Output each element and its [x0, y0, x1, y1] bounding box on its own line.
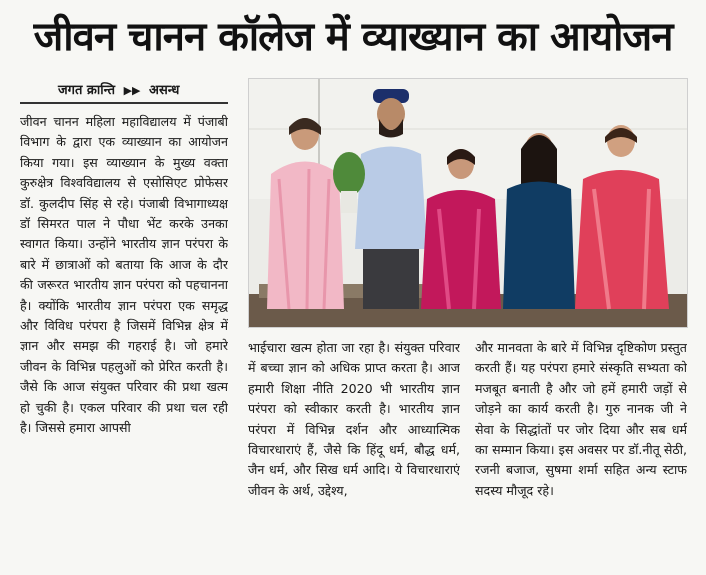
byline-separator: ▶▶: [123, 84, 141, 97]
headline: जीवन चानन कॉलेज में व्याख्यान का आयोजन: [33, 14, 673, 60]
article-column-3: और मानवता के बारे में विभिन्न दृष्टिकोण प्रस्तुत करती हैं। यह परंपरा हमारे संस्कृति सभ्यता को मजबूत बनाती है और जो हमें हमारी जड़ों से जोड़ने का कार्य करती है। गुरु नानक जी ने सेवा के सिद्धांतों पर जोर दिया और सब धर्म का सम्मान किया। इस अवसर पर डॉ.नीतू सेठी, रजनी बजाज, सुषमा शर्मा सहित अन्य स्टाफ सदस्य मौजूद रहे।: [475, 340, 687, 498]
byline: [20, 78, 228, 104]
news-photo: [248, 78, 688, 328]
byline-place: असन्ध: [149, 83, 180, 98]
article-column-2: भाईचारा खत्म होता जा रहा है। संयुक्त परिवार में बच्चा ज्ञान को अधिक प्राप्त करता है। आज हमारी शिक्षा नीति 2020 भी भारतीय ज्ञान परंपरा को स्वीकार करती है। भारतीय ज्ञान परंपरा में विभिन्न दर्शन और आध्यात्मिक विचारधाराएं हैं, जैसे कि हिंदू धर्म, बौद्ध धर्म, जैन धर्म, और सिख धर्म आदि। ये विचारधाराएं जीवन के अर्थ, उद्देश्य,: [248, 340, 460, 498]
news-photo-illustration: [249, 79, 688, 328]
article-column-1: जीवन चानन महिला महाविद्यालय में पंजाबी विभाग के द्वारा एक व्याख्यान का आयोजन किया गया। इस व्याख्यान के मुख्य वक्ता कुरुक्षेत्र विश्वविद्यालय से एसोसिएट प्रोफेसर डॉ. कुलदीप सिंह से रहे। पंजाबी विभागाध्यक्ष डॉ सिमरत पाल ने पौधा भेंट करके उनका स्वागत किया। उन्होंने भारतीय ज्ञान परंपरा के बारे में छात्राओं को बताया कि आज के दौर की जरूरत भारतीय ज्ञान परंपरा को पहचानना है। क्योंकि भारतीय ज्ञान परंपरा एक समृद्ध और विविध परंपरा है जिसमें विभिन्न क्षेत्र में ज्ञान और समझ की गहराई है। जो हमारे जीवन के विभिन्न पहलुओं को प्रेरित करती है। जैसे कि आज संयुक्त परिवार की प्रथा खत्म हो चुकी है। एकल परिवार की प्रथा चल रही है। जिससे हमारा आपसी: [20, 114, 228, 436]
byline-source: जगत क्रान्ति: [58, 83, 116, 98]
